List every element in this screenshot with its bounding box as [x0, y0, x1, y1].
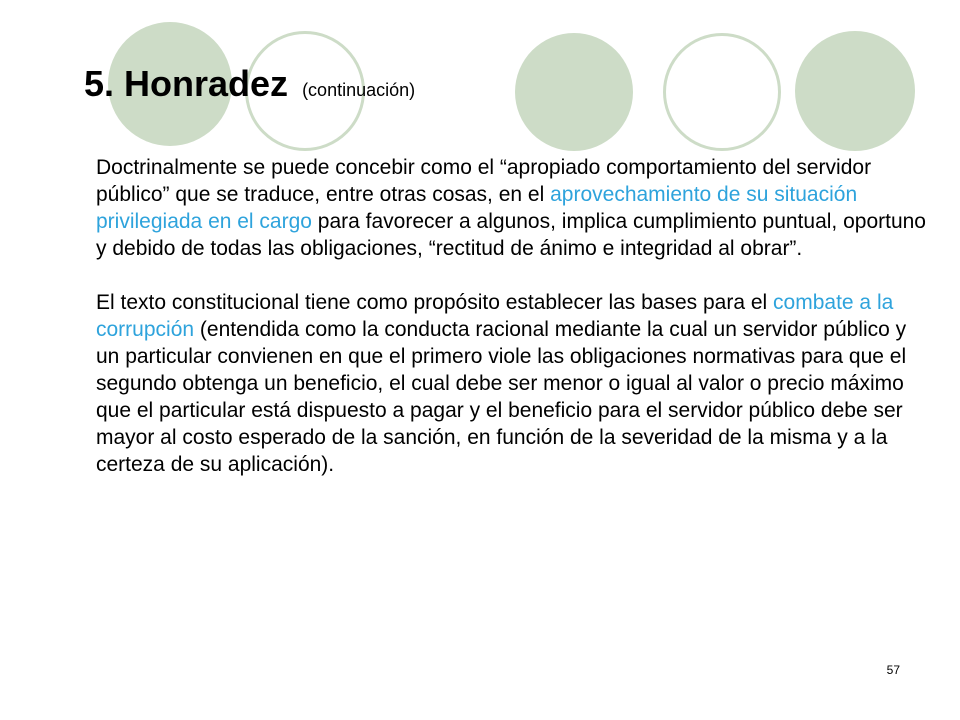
highlighted-phrase: aprovechamiento de su situación privilegiada en el cargo	[96, 183, 858, 233]
paragraph-constitutional-text	[96, 289, 926, 478]
paragraph-text: El texto constitucional tiene como propósito establecer las bases para el	[96, 291, 774, 314]
paragraph-honradez-definition	[96, 154, 926, 262]
paragraph-text: Doctrinalmente se puede concebir como el “apropiado comportamiento del servidor público” que se traduce, entre otras cosas, en el	[96, 156, 872, 206]
page-number: 57	[886, 663, 900, 677]
decorative-circle-filled	[515, 33, 633, 151]
highlighted-phrase: combate a la corrupción	[96, 291, 894, 341]
decorative-circle-outline	[663, 33, 781, 151]
slide-subtitle: (continuación)	[302, 80, 416, 100]
slide-body	[96, 154, 926, 478]
paragraph-text: (entendida como la conducta racional mediante la cual un servidor público y un particular convienen en que el primero viole las obligaciones normativas para que el segundo obtenga un beneficio, el cual debe ser menor o igual al valor o precio máximo que el particular está dispuesto a pagar y el beneficio para el servidor público debe ser mayor al costo esperado de la sanción, en función de la severidad de la misma y a la certeza de su aplicación).	[96, 318, 907, 476]
paragraph-text: para favorecer a algunos, implica cumplimiento puntual, oportuno y debido de todas las obligaciones, “rectitud de ánimo e integridad al obrar”.	[96, 210, 926, 260]
decorative-circle-filled	[795, 31, 915, 151]
slide-title-main: 5. Honradez	[84, 63, 289, 104]
slide-title	[84, 62, 415, 112]
